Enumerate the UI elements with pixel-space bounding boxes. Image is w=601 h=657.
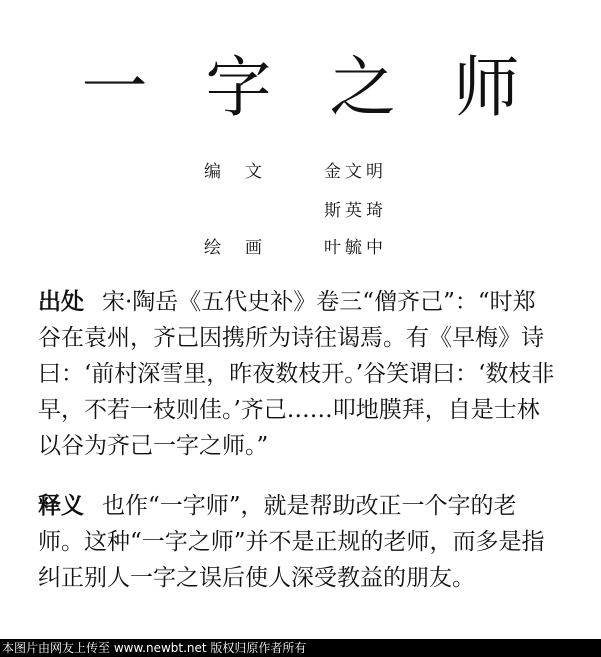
credit-name: 斯英琦 (324, 201, 387, 221)
origin-text: 宋·陶岳《五代史补》卷三“僧齐己”：“时郑谷在袁州，齐己因携所为诗往谒焉。有《早梅》诗曰：‘前村深雪里，昨夜数枝开。’谷笑谓曰：‘数枝非早，不若一枝则佳。’齐己……叩地膜拜，自是士林以谷为齐己一字之师。” (38, 289, 555, 459)
credit-name: 金文明 (324, 162, 387, 182)
credit-role: 编文 (204, 162, 286, 182)
credit-writer (204, 160, 387, 184)
meaning-paragraph (38, 488, 558, 596)
credit-writer-second (204, 199, 387, 223)
watermark-bar: 本图片由网友上传至 www.newbt.net 版权归原作者所有 (0, 639, 601, 657)
origin-paragraph (38, 284, 558, 464)
page-title: 一字之师 (81, 49, 578, 126)
meaning-label: 释义 (38, 493, 84, 519)
credit-role: 绘画 (204, 238, 286, 258)
origin-label: 出处 (38, 289, 84, 315)
credit-illustrator (204, 236, 387, 260)
meaning-text: 也作“一字师”，就是帮助改正一个字的老师。这种“一字之师”并不是正规的老师，而多是指纠正别人一字之误后使人深受教益的朋友。 (38, 493, 545, 591)
credit-name: 叶毓中 (324, 238, 387, 258)
